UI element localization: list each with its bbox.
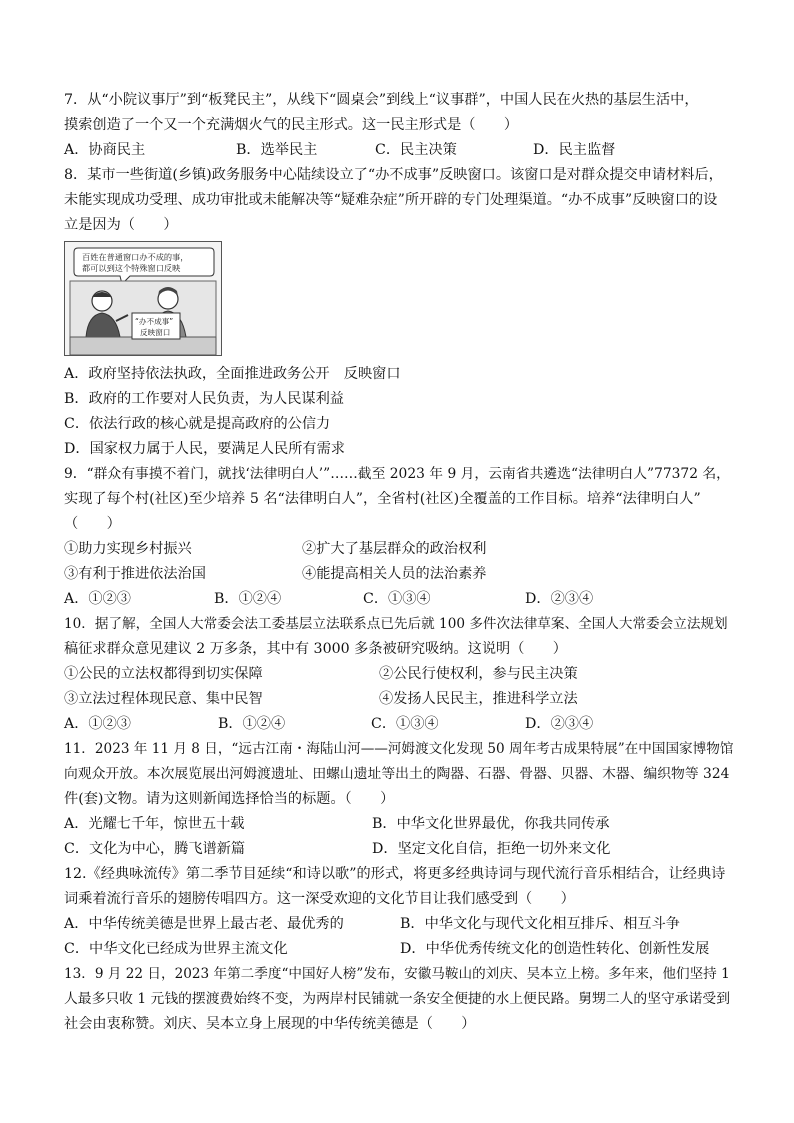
q9-stem-line-3: （ ） — [64, 516, 121, 532]
q11-option-a: A．光耀七千年，惊世五十载 — [64, 816, 245, 832]
q12-option-a: A．中华传统美德是世界上最古老、最优秀的 — [64, 916, 344, 932]
q8-stem-line-3: 立是因为（ ） — [64, 217, 178, 233]
q10-stem-line-2: 稿征求群众意见建议 2 万多条，其中有 3000 多条被研究吸纳。这说明（ ） — [64, 641, 567, 657]
q12-stem-line-2: 词乘着流行音乐的翅膀传唱四方。这一深受欢迎的文化节目让我们感受到（ ） — [64, 891, 575, 907]
q7-option-c: C．民主决策 — [375, 142, 457, 158]
q11-option-c: C．文化为中心，腾飞谱新篇 — [64, 841, 246, 857]
q7-option-a: A．协商民主 — [64, 142, 146, 158]
q11-option-d: D．坚定文化自信，拒绝一切外来文化 — [372, 841, 611, 857]
q13-stem-line-3: 社会由衷称赞。刘庆、吴本立身上展现的中华传统美德是（ ） — [64, 1016, 476, 1032]
q9-option-b: B．①②④ — [214, 591, 282, 607]
q9-option-d: D．②③④ — [525, 591, 594, 607]
q8-option-b: B．政府的工作要对人民负责，为人民谋利益 — [64, 391, 344, 407]
q9-statement-2: ②扩大了基层群众的政治权利 — [302, 541, 487, 557]
q10-option-a: A．①②③ — [64, 716, 131, 732]
q7-option-d: D．民主监督 — [533, 142, 616, 158]
q11-stem-line-2: 向观众开放。本次展览展出河姆渡遗址、田螺山遗址等出土的陶器、石器、骨器、贝器、木器、编织物等 324 — [64, 766, 730, 782]
q13-stem-line-1: 13．9 月 22 日，2023 年第二季度“中国好人榜”发布，安徽马鞍山的刘庆、吴本立上榜。多年来，他们坚持 1 — [64, 966, 730, 982]
q10-option-d: D．②③④ — [525, 716, 594, 732]
q9-statement-3: ③有利于推进依法治国 — [64, 566, 206, 582]
q8-cartoon-illustration — [64, 241, 222, 356]
q9-option-c: C．①③④ — [363, 591, 431, 607]
bubble-text-1: 百姓在普通窗口办不成的事， — [82, 252, 189, 262]
q8-option-c: C．依法行政的核心就是提高政府的公信力 — [64, 416, 331, 432]
q12-stem-line-1: 12.《经典咏流传》第二季节目延续“和诗以歌”的形式，将更多经典诗词与现代流行音乐相结合，让经典诗 — [64, 866, 726, 882]
q8-stem-line-1: 8．某市一些街道(乡镇)政务服务中心陆续设立了“办不成事”反映窗口。该窗口是对群众提交申请材料后， — [64, 167, 723, 183]
q10-stem-line-1: 10．据了解，全国人大常委会法工委基层立法联系点已先后就 100 多件次法律草案、全国人大常委会立法规划 — [64, 616, 728, 632]
q8-option-a: A．政府坚持依法执政，全面推进政务公开 反映窗口 — [64, 366, 401, 382]
q10-statement-1: ①公民的立法权都得到切实保障 — [64, 666, 263, 682]
q8-option-d: D．国家权力属于人民，要满足人民所有需求 — [64, 441, 345, 457]
q13-stem-line-2: 人最多只收 1 元钱的摆渡费始终不变，为两岸村民铺就一条安全便捷的水上便民路。舅甥二人的坚守承诺受到 — [64, 991, 730, 1007]
q12-option-b: B．中华文化与现代文化相互排斥、相互斗争 — [400, 916, 680, 932]
q10-option-b: B．①②④ — [218, 716, 286, 732]
q7-option-b: B．选举民主 — [236, 142, 318, 158]
q7-stem-line-1: 7．从“小院议事厅”到“板凳民主”，从线下“圆桌会”到线上“议事群”，中国人民在火热的基层生活中， — [64, 92, 699, 108]
q10-option-c: C．①③④ — [371, 716, 439, 732]
q9-statement-4: ④能提高相关人员的法治素养 — [302, 566, 487, 582]
q10-statement-2: ②公民行使权利，参与民主决策 — [379, 666, 578, 682]
sign-text-1: “办不成事” — [135, 317, 174, 326]
q10-statement-3: ③立法过程体现民意、集中民智 — [64, 691, 263, 707]
q11-option-b: B．中华文化世界最优，你我共同传承 — [372, 816, 610, 832]
q8-stem-line-2: 未能实现成功受理、成功审批或未能解决等“疑难杂症”所开辟的专门处理渠道。“办不成事”反映窗口的设 — [64, 192, 718, 208]
q10-statement-4: ④发扬人民民主，推进科学立法 — [379, 691, 578, 707]
sign-text-2: 反映窗口 — [140, 328, 171, 337]
q9-stem-line-2: 实现了每个村(社区)至少培养 5 名“法律明白人”，全省村(社区)全覆盖的工作目标。培养“法律明白人” — [64, 491, 701, 507]
q9-option-a: A．①②③ — [64, 591, 131, 607]
cartoon-svg — [64, 241, 222, 356]
q11-stem-line-3: 件(套)文物。请为这则新闻选择恰当的标题。（ ） — [64, 791, 395, 807]
bubble-text-2: 都可以到这个特殊窗口反映 — [82, 263, 181, 273]
q7-stem-line-2: 摸索创造了一个又一个充满烟火气的民主形式。这一民主形式是（ ） — [64, 117, 519, 133]
q12-option-d: D．中华优秀传统文化的创造性转化、创新性发展 — [400, 941, 710, 957]
q11-stem-line-1: 11．2023 年 11 月 8 日，“远古江南・海陆山河——河姆渡文化发现 50 周年考古成果特展”在中国国家博物馆 — [64, 741, 734, 757]
q9-stem-line-1: 9．“群众有事摸不着门，就找‘法律明白人’”……截至 2023 年 9 月，云南省共遴选“法律明白人”77372 名， — [64, 466, 730, 482]
q9-statement-1: ①助力实现乡村振兴 — [64, 541, 192, 557]
q12-option-c: C．中华文化已经成为世界主流文化 — [64, 941, 288, 957]
